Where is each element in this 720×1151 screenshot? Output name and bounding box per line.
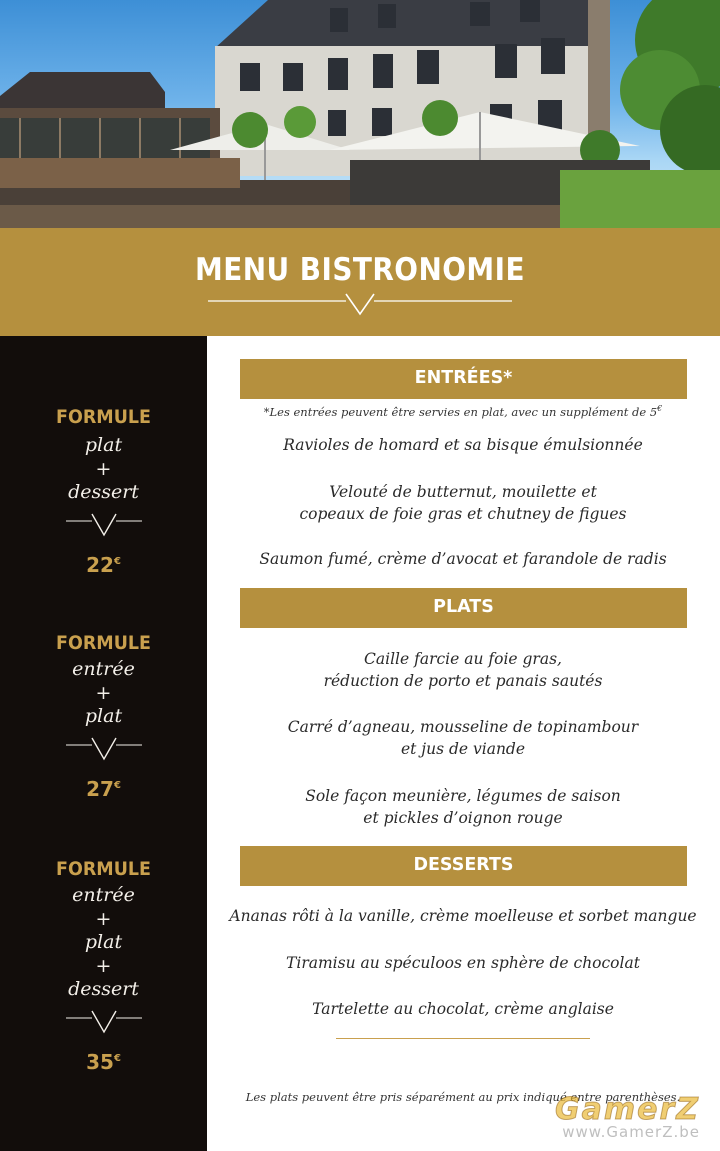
formule-card [0,406,207,577]
formule-line: entrée [72,658,135,680]
formule-price: 22€ [86,552,121,577]
formule-line: + [95,681,112,704]
dish-item: Ravioles de homard et sa bisque émulsionnée [283,436,643,454]
formule-card [0,632,207,801]
formule-label: FORMULE [56,632,151,654]
formules-column [0,336,207,1151]
section-header-desserts: DESSERTS [240,846,687,886]
watermark-url: www.GamerZ.be [562,1123,700,1141]
formule-label: FORMULE [56,406,151,428]
ornament-icon [66,513,142,539]
formule-line: plat [84,705,123,727]
formule-line: + [95,954,112,977]
formule-line: plat [84,434,123,456]
formule-label: FORMULE [56,858,151,880]
ornament-icon [66,1010,142,1036]
formule-price: 27€ [86,776,121,801]
dish-item: Carré d’agneau, mousseline de topinambour et jus de viande [287,718,639,758]
watermark-logo: GamerZ [554,1092,700,1127]
dish-item: Sole façon meunière, légumes de saison et pickles d’oignon rouge [305,787,621,827]
dish-item: Velouté de butternut, mouilette et copeaux de foie gras et chutney de figues [299,483,627,523]
formule-line: entrée [72,884,135,906]
menu-title: MENU BISTRONOMIE [195,252,525,288]
dish-item: Ananas rôti à la vanille, crème moelleuse et sorbet mangue [229,907,697,925]
hero-photo [0,0,720,228]
entrees-note: *Les entrées peuvent être servies en plat, avec un supplément de 5€ [263,404,663,419]
title-ornament-icon [208,290,512,318]
footer-note: Les plats peuvent être pris séparément au prix indiqué entre parenthèses. [245,1090,681,1104]
formule-line: dessert [68,481,139,503]
divider [336,1038,590,1039]
formule-line: + [95,457,112,480]
dish-item: Saumon fumé, crème d’avocat et farandole de radis [259,550,667,568]
dish-item: Tartelette au chocolat, crème anglaise [312,1000,614,1018]
dish-item: Caille farcie au foie gras, réduction de porto et panais sautés [323,650,603,690]
ornament-icon [66,737,142,763]
formule-card [0,858,207,1074]
section-header-entrees: ENTRÉES* [240,359,687,399]
title-band [0,228,720,336]
formule-line: + [95,907,112,930]
restaurant-building-illustration [0,0,720,228]
formule-price: 35€ [86,1049,121,1074]
section-header-plats: PLATS [240,588,687,628]
formule-line: dessert [68,978,139,1000]
dish-item: Tiramisu au spéculoos en sphère de chocolat [286,954,640,972]
formule-line: plat [84,931,123,953]
